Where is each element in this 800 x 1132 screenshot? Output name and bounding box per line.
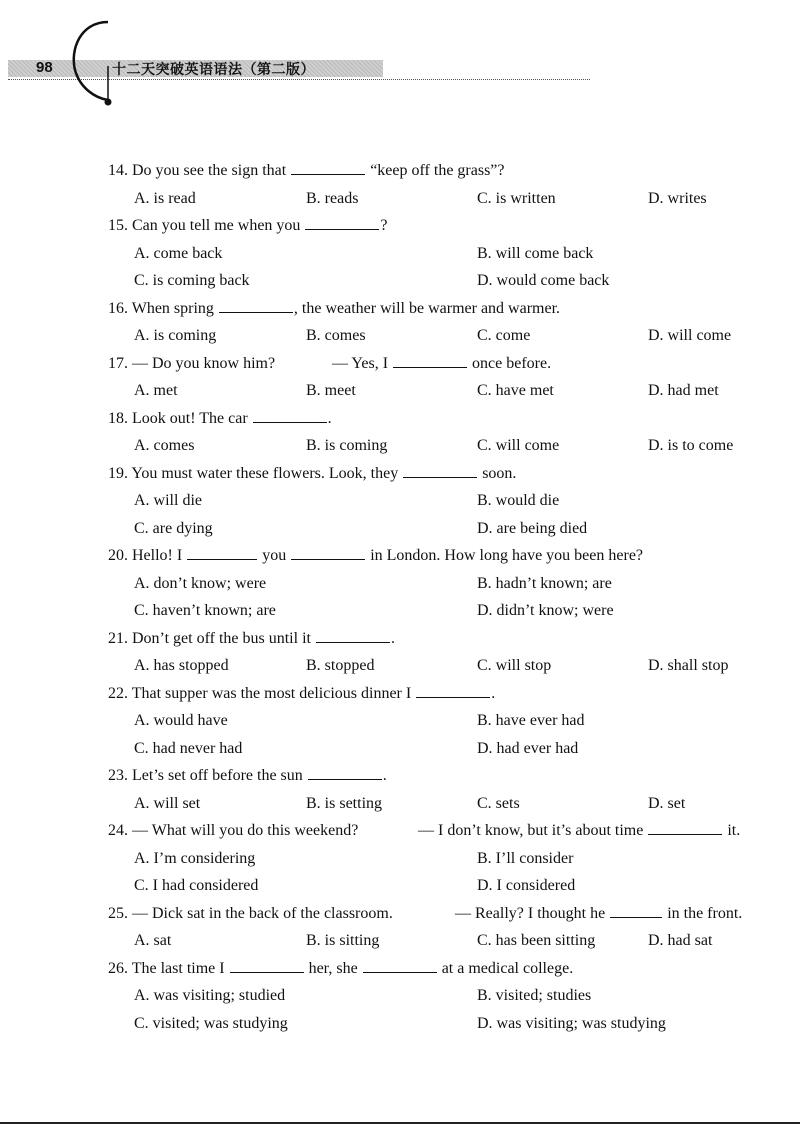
options-row: [0, 240, 800, 268]
options-row: [0, 707, 800, 735]
question-number: 21.: [108, 629, 132, 647]
answer-option: B. would die: [477, 492, 560, 509]
answer-blank: [363, 957, 437, 973]
answer-option: A. will set: [134, 794, 201, 812]
footer-rule: [0, 1122, 800, 1124]
question-number: 23.: [108, 767, 132, 784]
answer-option: C. have met: [477, 382, 554, 399]
options-row: [0, 735, 800, 763]
answer-option: C. has been sitting: [477, 932, 596, 949]
answer-option: C. will come: [477, 437, 560, 454]
answer-option: C. is coming back: [134, 272, 250, 289]
question-stem: 16. When spring , the weather will be warmer and warmer.: [0, 295, 800, 323]
question-number: 24.: [108, 822, 132, 839]
question-reply: — Yes, I once before.: [332, 350, 551, 378]
answer-option: B. reads: [306, 189, 359, 207]
answer-option: A. is coming: [134, 327, 217, 344]
answer-option: B. hadn’t known; are: [477, 574, 612, 592]
answer-option: C. I had considered: [134, 877, 259, 894]
answer-option: C. come: [477, 327, 531, 344]
answer-option: A. met: [134, 382, 178, 399]
answer-blank: [219, 297, 293, 313]
answer-option: A. comes: [134, 437, 195, 454]
answer-option: B. is coming: [306, 437, 388, 454]
question-stem: 20. Hello! I you in London. How long have you been here?: [0, 542, 800, 570]
answer-blank: [403, 462, 477, 478]
options-row: [0, 982, 800, 1010]
question-number: 17.: [108, 354, 132, 372]
question-stem: 17. — Do you know him? — Yes, I once before.: [0, 350, 800, 378]
options-row: [0, 1010, 800, 1038]
question-stem: 22. That supper was the most delicious dinner I .: [0, 680, 800, 708]
answer-option: D. are being died: [477, 519, 588, 537]
answer-option: D. had ever had: [477, 739, 579, 757]
question-number: 14.: [108, 162, 132, 179]
answer-option: A. was visiting; studied: [134, 987, 286, 1004]
question-number: 16.: [108, 299, 132, 317]
question-number: 15.: [108, 217, 132, 234]
options-row: [0, 872, 800, 900]
question-number: 25.: [108, 904, 132, 922]
answer-option: D. set: [648, 794, 686, 812]
question-stem: 24. — What will you do this weekend? — I don’t know, but it’s about time it.: [0, 817, 800, 845]
options-row: [0, 790, 800, 818]
answer-blank: [416, 682, 490, 698]
answer-option: A. come back: [134, 244, 223, 262]
answer-blank: [305, 214, 379, 230]
options-row: [0, 377, 800, 405]
answer-option: D. will come: [648, 327, 732, 344]
answer-blank: [253, 407, 327, 423]
options-row: [0, 570, 800, 598]
answer-option: B. meet: [306, 382, 356, 399]
answer-option: D. was visiting; was studying: [477, 1014, 666, 1032]
question-number: 20.: [108, 547, 132, 564]
page-header: [0, 0, 800, 120]
answer-option: C. is written: [477, 189, 556, 207]
answer-blank: [230, 957, 304, 973]
answer-blank: [291, 544, 365, 560]
answer-option: D. would come back: [477, 272, 610, 289]
answer-blank: [308, 764, 382, 780]
question-list: [0, 157, 800, 1037]
answer-option: B. is sitting: [306, 932, 380, 949]
question-stem: 21. Don’t get off the bus until it .: [0, 625, 800, 653]
answer-blank: [187, 544, 257, 560]
answer-option: B. visited; studies: [477, 987, 592, 1004]
header-arc-ornament: [0, 0, 800, 120]
question-stem: 14. Do you see the sign that “keep off the grass”?: [0, 157, 800, 185]
question-stem: 18. Look out! The car .: [0, 405, 800, 433]
answer-option: D. didn’t know; were: [477, 602, 614, 619]
question-number: 26.: [108, 959, 132, 977]
answer-option: B. comes: [306, 327, 366, 344]
answer-blank: [393, 352, 467, 368]
answer-blank: [291, 159, 365, 175]
answer-option: C. had never had: [134, 739, 243, 757]
answer-option: D. had met: [648, 382, 719, 399]
options-row: [0, 185, 800, 213]
answer-option: B. will come back: [477, 244, 594, 262]
question-stem: 26. The last time I her, she at a medical college.: [0, 955, 800, 983]
page-number: 98: [36, 59, 53, 76]
answer-option: B. stopped: [306, 657, 375, 674]
answer-option: A. sat: [134, 932, 172, 949]
question-stem: 25. — Dick sat in the back of the classroom. — Really? I thought he in the front.: [0, 900, 800, 928]
answer-option: D. is to come: [648, 437, 734, 454]
answer-option: B. is setting: [306, 794, 383, 812]
answer-option: D. I considered: [477, 877, 576, 894]
options-row: [0, 597, 800, 625]
answer-option: C. will stop: [477, 657, 552, 674]
question-stem: 23. Let’s set off before the sun .: [0, 762, 800, 790]
book-title: 十二天突破英语语法（第二版）: [112, 62, 315, 78]
answer-option: C. visited; was studying: [134, 1014, 288, 1032]
answer-blank: [648, 819, 722, 835]
answer-blank: [610, 902, 662, 918]
answer-option: C. are dying: [134, 519, 213, 537]
options-row: [0, 652, 800, 680]
answer-option: D. had sat: [648, 932, 713, 949]
answer-option: D. writes: [648, 189, 707, 207]
answer-option: A. I’m considering: [134, 849, 256, 867]
options-row: [0, 267, 800, 295]
options-row: [0, 927, 800, 955]
answer-blank: [316, 627, 390, 643]
options-row: [0, 845, 800, 873]
answer-option: A. will die: [134, 492, 202, 509]
question-reply: — Really? I thought he in the front.: [455, 900, 742, 928]
question-number: 19.: [108, 464, 132, 482]
options-row: [0, 487, 800, 515]
question-stem: 19. You must water these flowers. Look, they soon.: [0, 460, 800, 488]
answer-option: B. I’ll consider: [477, 849, 574, 867]
answer-option: A. has stopped: [134, 657, 229, 674]
question-stem: 15. Can you tell me when you ?: [0, 212, 800, 240]
answer-option: C. haven’t known; are: [134, 602, 276, 619]
question-reply: — I don’t know, but it’s about time it.: [418, 817, 740, 845]
question-number: 22.: [108, 684, 132, 702]
answer-option: A. is read: [134, 189, 196, 207]
question-number: 18.: [108, 409, 132, 427]
answer-option: A. would have: [134, 712, 228, 729]
options-row: [0, 322, 800, 350]
answer-option: B. have ever had: [477, 712, 585, 729]
answer-option: D. shall stop: [648, 657, 729, 674]
answer-option: A. don’t know; were: [134, 574, 267, 592]
options-row: [0, 515, 800, 543]
options-row: [0, 432, 800, 460]
answer-option: C. sets: [477, 794, 520, 812]
